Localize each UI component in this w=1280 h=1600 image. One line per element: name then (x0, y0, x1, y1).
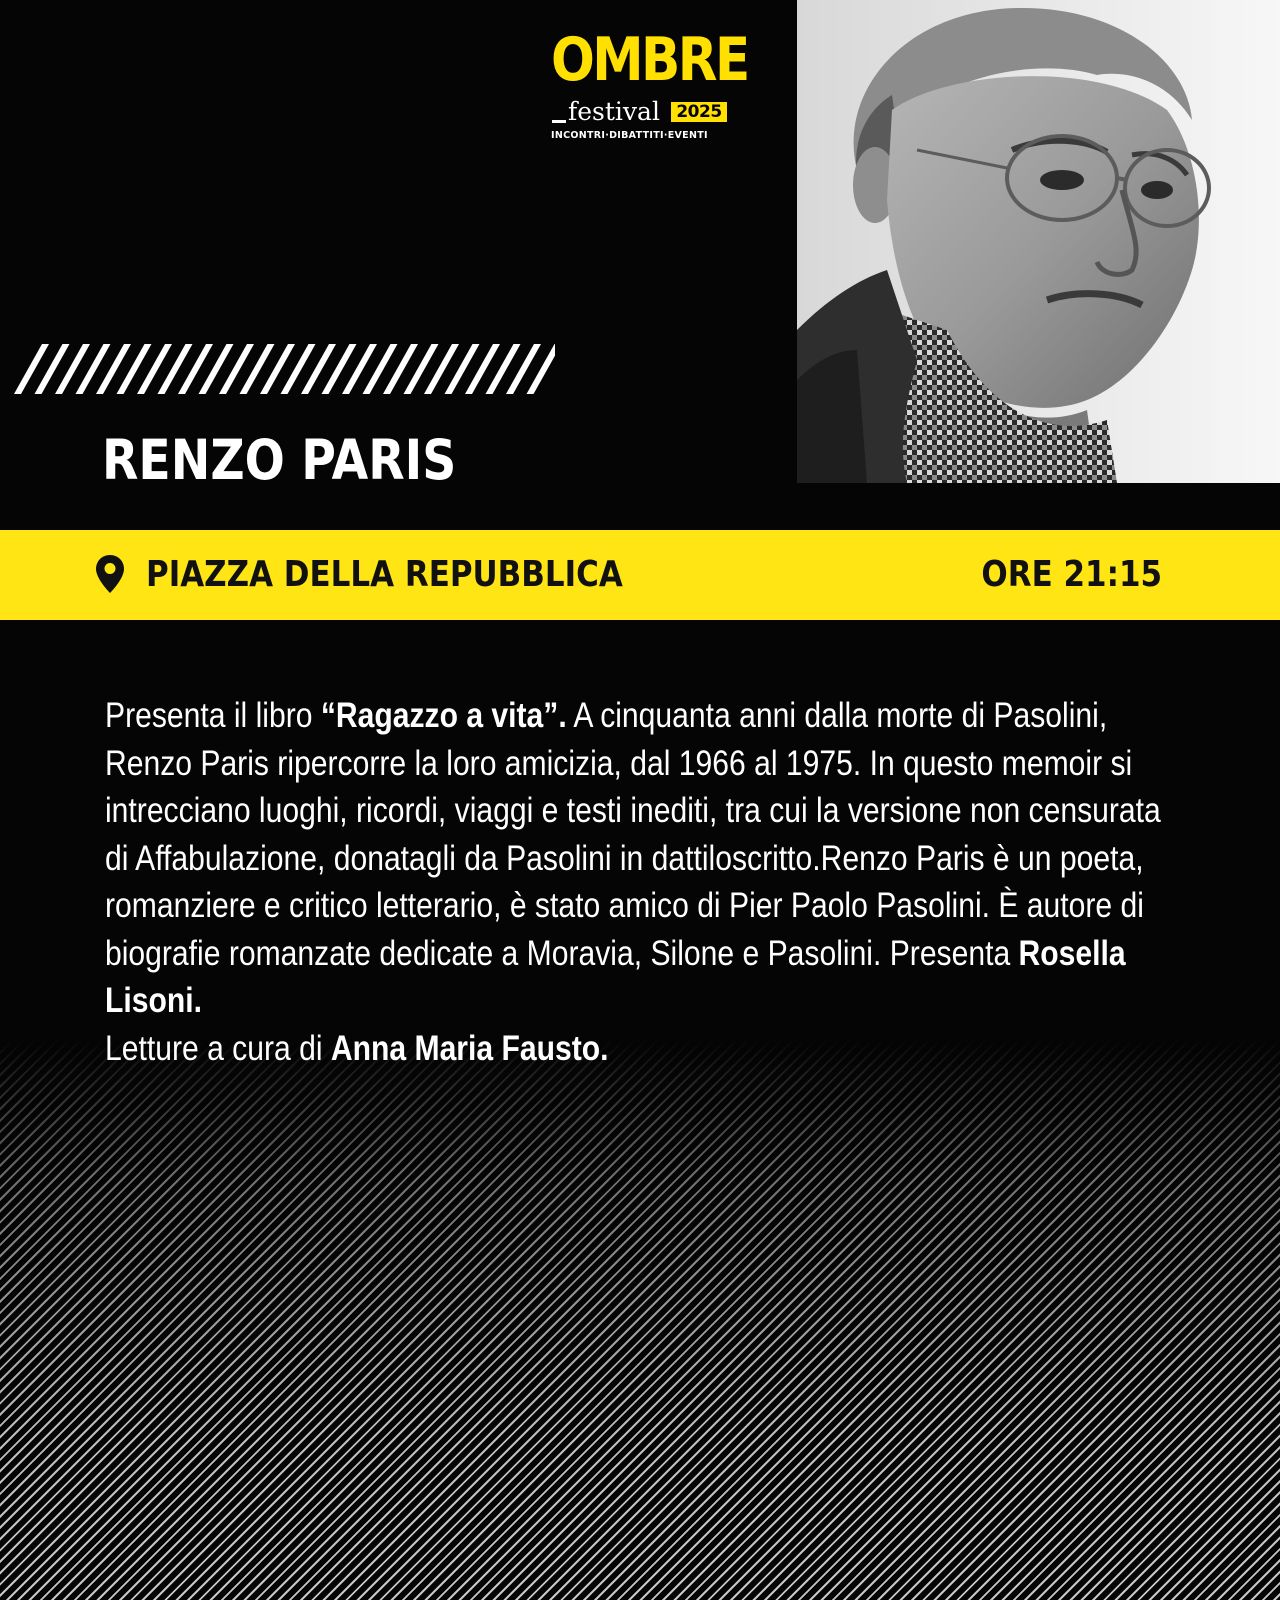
logo-brand: OMBRE (551, 25, 748, 95)
reader-name: Anna Maria Fausto. (330, 1028, 609, 1068)
logo-dash (552, 120, 566, 123)
description-intro: Presenta il libro (105, 696, 321, 735)
logo-subtitle: festival (568, 97, 660, 126)
readings-intro: Letture a cura di (105, 1028, 331, 1068)
hatch-decoration (10, 344, 555, 394)
logo-year-badge: 2025 (671, 102, 727, 122)
diagonal-stripe-texture (0, 1040, 1280, 1600)
book-title: “Ragazzo a vita”. (320, 696, 567, 735)
festival-logo (548, 25, 748, 148)
description-body: A cinquanta anni dalla morte di Pasolini, Renzo Paris ripercorre la loro amicizia, dal 1966 al 1975. In questo memoir si intrecciano luoghi, ricordi, viaggi e testi inediti, tra cui la versione non censurata di Affabulazione, donatagli da Pasolini in dattiloscritto.Renzo Paris è un poeta, romanziere e critico letterario, è stato amico di Pier Paolo Pasolini. È autore di biografie romanzate dedicate a Moravia, Silone e Pasolini. Presenta (105, 696, 1161, 973)
presenter-name: Rosella Lisoni. (105, 933, 1126, 1020)
map-pin-icon (96, 555, 124, 593)
event-description (105, 692, 1176, 1072)
portrait-illustration (797, 0, 1280, 483)
logo-tagline: INCONTRI·DIBATTITI·EVENTI (551, 130, 708, 141)
event-venue: PIAZZA DELLA REPUBBLICA (146, 554, 623, 595)
portrait-photo (797, 0, 1280, 483)
event-info-band (0, 530, 1280, 620)
event-time: ORE 21:15 (981, 554, 1162, 595)
speaker-name: RENZO PARIS (102, 428, 457, 492)
logo-subtitle-row (552, 98, 732, 128)
